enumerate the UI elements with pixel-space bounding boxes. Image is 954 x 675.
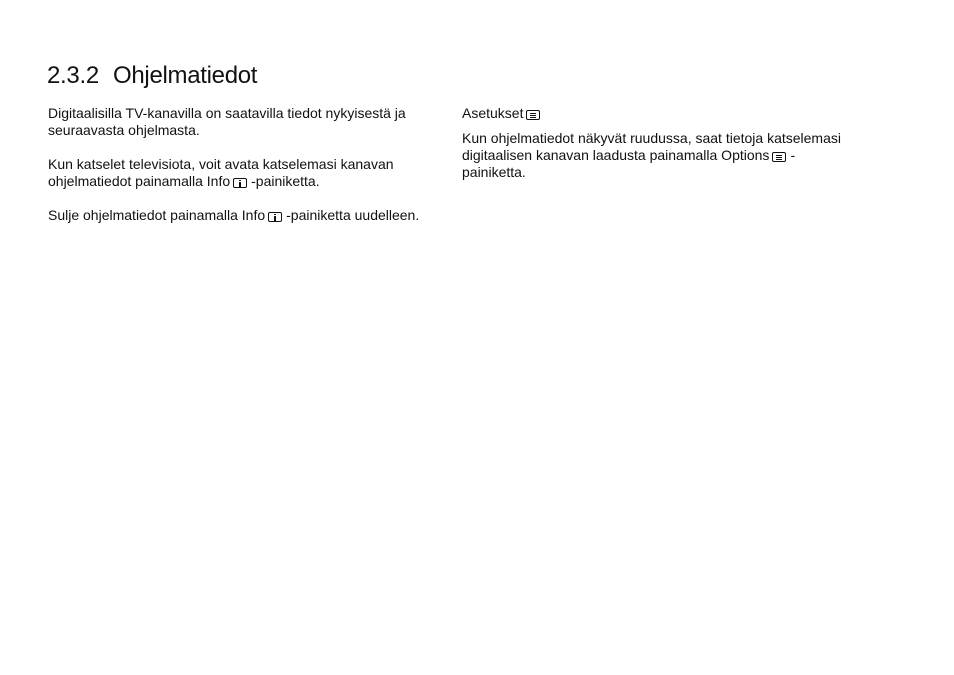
paragraph-options-suffix: -painiketta. (462, 147, 796, 180)
left-column (48, 105, 438, 241)
info-key-icon (268, 212, 282, 222)
paragraph-intro: Digitaalisilla TV-kanavilla on saatavilla tiedot nykyisestä ja seuraavasta ohjelmasta. (48, 105, 406, 138)
paragraph-close-info-text: Sulje ohjelmatiedot painamalla Info (48, 207, 266, 223)
paragraph-options-text: Kun ohjelmatiedot näkyvät ruudussa, saat tietoja katselemasi digitaalisen kanavan laadusta painamalla Options (462, 130, 841, 163)
paragraph-open-info-suffix: -painiketta. (251, 173, 320, 189)
paragraph-open-info (48, 156, 438, 190)
section-title: Ohjelmatiedot (113, 62, 258, 89)
section-number: 2.3.2 (47, 62, 99, 89)
page-title (47, 60, 257, 92)
info-key-icon (233, 178, 247, 188)
subheading-settings (462, 105, 842, 122)
paragraph-open-info-text: Kun katselet televisiota, voit avata katselemasi kanavan ohjelmatiedot painamalla Info (48, 156, 394, 189)
subheading-settings-text: Asetukset (462, 105, 524, 121)
paragraph-options (462, 130, 842, 181)
paragraph-close-info-suffix: -painiketta uudelleen. (286, 207, 420, 223)
right-column (462, 105, 842, 198)
paragraph-close-info (48, 207, 438, 224)
options-key-icon (772, 152, 786, 162)
options-key-icon (526, 110, 540, 120)
